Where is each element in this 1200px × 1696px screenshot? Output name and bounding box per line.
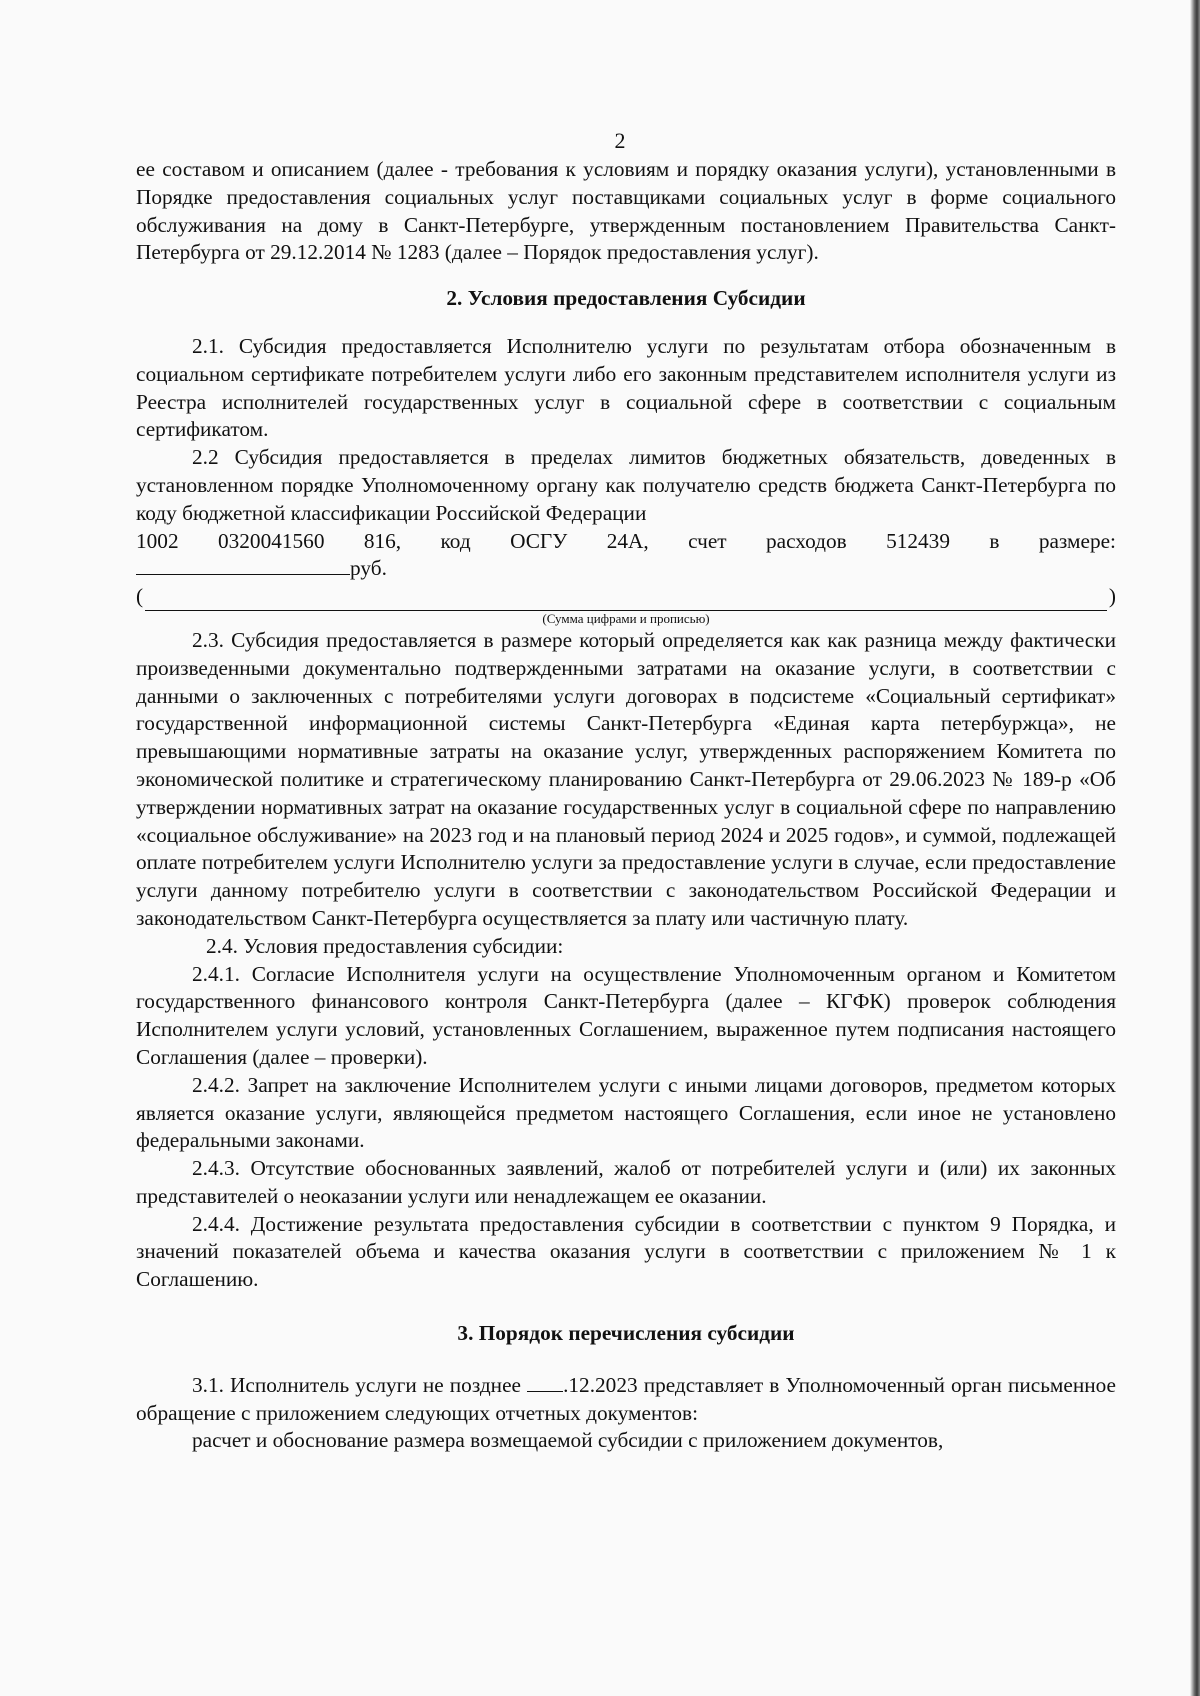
amount-blank[interactable] — [136, 556, 350, 575]
page-number: 2 — [614, 128, 626, 153]
open-paren: ( — [136, 584, 144, 609]
section-2-title: 2. Условия предоставления Субсидии — [446, 286, 806, 311]
budget-code-line — [136, 528, 1116, 556]
code-part: 1002 — [136, 528, 179, 553]
rub-label: руб. — [350, 556, 387, 581]
paragraph-2-4: 2.4. Условия предоставления субсидии: — [206, 933, 564, 958]
code-part: ОСГУ — [510, 528, 568, 553]
paragraph-3-1-item: расчет и обоснование размера возмещаемой субсидии с приложением документов, — [192, 1428, 944, 1453]
code-part: расходов — [766, 528, 847, 553]
paragraph-2-4-2: 2.4.2. Запрет на заключение Исполнителем услуги с иными лицами договоров, предметом которых является оказание услуги, являющейся предметом настоящего Соглашения, если иное не установлено федеральными законами. — [136, 1072, 1116, 1153]
section-3-title: 3. Порядок перечисления субсидии — [457, 1321, 795, 1346]
code-part: в — [989, 528, 1000, 553]
paragraph-3-1 — [136, 1372, 1116, 1428]
code-part: размере: — [1038, 528, 1116, 553]
paragraph-2-1: 2.1. Субсидия предоставляется Исполнителю услуги по результатам отбора обозначенным в социальном сертификате потребителем услуги либо его законным представителем исполнителя услуги из Реестра исполнителей государственных услуг в социальной сфере в соответствии с социальным сертификатом. — [136, 333, 1116, 442]
code-part: 0320041560 — [217, 528, 325, 553]
code-part: 512439 — [886, 528, 950, 553]
paragraph-3-1-start: 3.1. Исполнитель услуги не позднее — [192, 1372, 521, 1397]
sum-caption: (Сумма цифрами и прописью) — [542, 610, 710, 626]
document-body — [136, 156, 1116, 1455]
paragraph-2-4-1: 2.4.1. Согласие Исполнителя услуги на осуществление Уполномоченным органом и Комитетом государственного финансового контроля Санкт-Петербурга (далее – КГФК) проверок соблюдения Исполнителем услуги условий, установленных Соглашением, выраженное путем подписания настоящего Соглашения (далее – проверки). — [136, 961, 1116, 1069]
amount-words-line — [136, 583, 1116, 611]
code-part: 816, — [363, 528, 402, 553]
amount-words-blank[interactable] — [145, 592, 1107, 611]
paragraph-2-2: 2.2 Субсидия предоставляется в пределах лимитов бюджетных обязательств, доведенных в установленном порядке Уполномоченному органу как получателю средств бюджета Санкт-Петербурга по коду бюджетной классификации Российской Федерации — [136, 445, 1116, 525]
code-part: 24А, — [606, 528, 649, 553]
date-day-blank[interactable] — [527, 1373, 563, 1392]
intro-paragraph: ее составом и описанием (далее - требования к условиям и порядку оказания услуги), установленными в Порядке предоставления социальных услуг поставщиками социальных услуг в форме социального обслуживания на дому в Санкт-Петербурге, утвержденным постановлением Правительства Санкт-Петербурга от 29.12.2014 № 1283 (далее – Порядок предоставления услуг). — [136, 157, 1116, 265]
paragraph-3-1-end: .12.2023 представляет в Уполномоченный орган письменное обращение с приложением следующих отчетных документов: — [136, 1372, 1116, 1425]
close-paren: ) — [1108, 584, 1116, 609]
code-part: счет — [688, 528, 727, 553]
paragraph-2-4-3: 2.4.3. Отсутствие обоснованных заявлений, жалоб от потребителей услуги и (или) их законных представителей о неоказании услуги или ненадлежащем ее оказании. — [136, 1156, 1116, 1208]
paragraph-2-3: 2.3. Субсидия предоставляется в размере который определяется как как разница между фактически произведенными документально подтвержденными затратами на оказание услуги, в соответствии с данными о заключенных с потребителями услуги договорах в подсистеме «Социальный сертификат» государственной информационной системы Санкт-Петербурга «Единая карта петербуржца», не превышающими нормативные затраты на оказание услуг, утвержденных распоряжением Комитета по экономической политике и стратегическому планированию Санкт-Петербурга от 29.06.2023 № 189-р «Об утверждении нормативных затрат на оказание государственных услуг в социальной сфере по направлению «социальное обслуживание» на 2023 год и на плановый период 2024 и 2025 годов», и суммой, подлежащей оплате потребителем услуги Исполнителю услуги за предоставление услуги в случае, если предоставление услуги данному потребителю услуги в соответствии с законодательством Российской Федерации и законодательством Санкт-Петербурга осуществляется за плату или частичную плату. — [136, 627, 1116, 930]
paragraph-2-4-4: 2.4.4. Достижение результата предоставления субсидии в соответствии с пунктом 9 Порядка, и значений показателей объема и качества оказания услуги в соответствии с приложением № 1 к Соглашению. — [136, 1211, 1116, 1292]
amount-line — [136, 555, 1116, 583]
code-part: код — [440, 528, 471, 553]
